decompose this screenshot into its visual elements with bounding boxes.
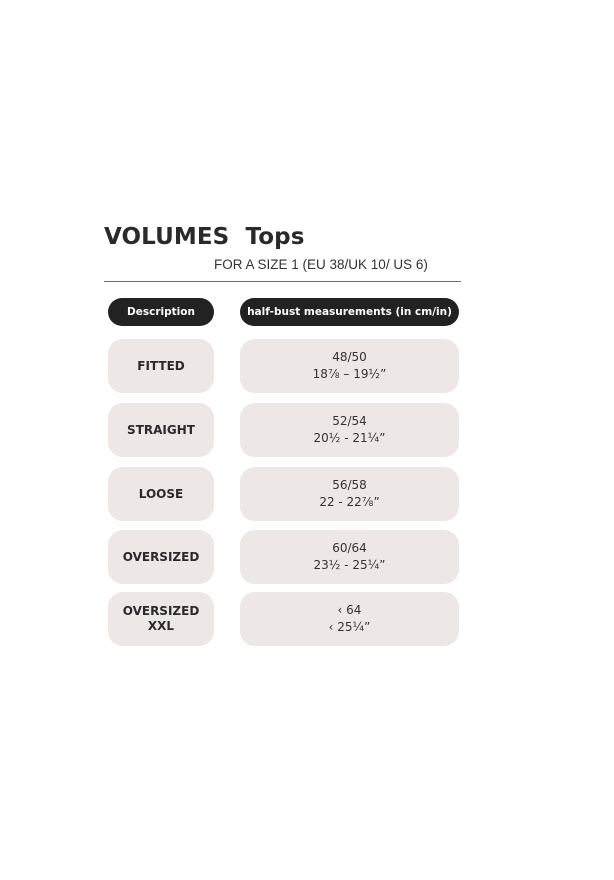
measurement-cm: 48/50 (332, 350, 367, 364)
measurement-inches: ‹ 25¼” (328, 620, 371, 634)
table-row-measurement (240, 530, 459, 584)
description-label: LOOSE (138, 486, 184, 501)
table-row-measurement (240, 339, 459, 393)
description-label: FITTED (137, 358, 185, 373)
column-header-description: Description (108, 298, 214, 326)
table-row-description (108, 339, 214, 393)
table-row-description (108, 592, 214, 646)
measurement-inches: 18⅞ – 19½” (312, 367, 387, 381)
table-row-measurement (240, 467, 459, 521)
table-row-measurement (240, 403, 459, 457)
table-row-description (108, 403, 214, 457)
table-row-measurement (240, 592, 459, 646)
measurement-cm: 60/64 (332, 541, 367, 555)
description-label: OVERSIZED (122, 549, 200, 564)
description-label: STRAIGHT (127, 422, 195, 437)
table-row-description (108, 530, 214, 584)
page-subtitle: FOR A SIZE 1 (EU 38/UK 10/ US 6) (214, 257, 428, 272)
column-header-measurements: half-bust measurements (in cm/in) (240, 298, 459, 326)
measurement-cm: 56/58 (332, 478, 367, 492)
measurement-inches: 22 - 22⅞” (319, 495, 380, 509)
description-label: XXL (147, 619, 175, 633)
description-label: OVERSIZED (122, 604, 200, 618)
table-row-description (108, 467, 214, 521)
measurement-inches: 23½ - 25¼” (313, 558, 386, 572)
page-title: VOLUMES Tops (104, 224, 305, 250)
measurement-cm: 52/54 (332, 414, 367, 428)
measurement-cm: ‹ 64 (337, 603, 362, 617)
measurement-inches: 20½ - 21¼” (313, 431, 386, 445)
